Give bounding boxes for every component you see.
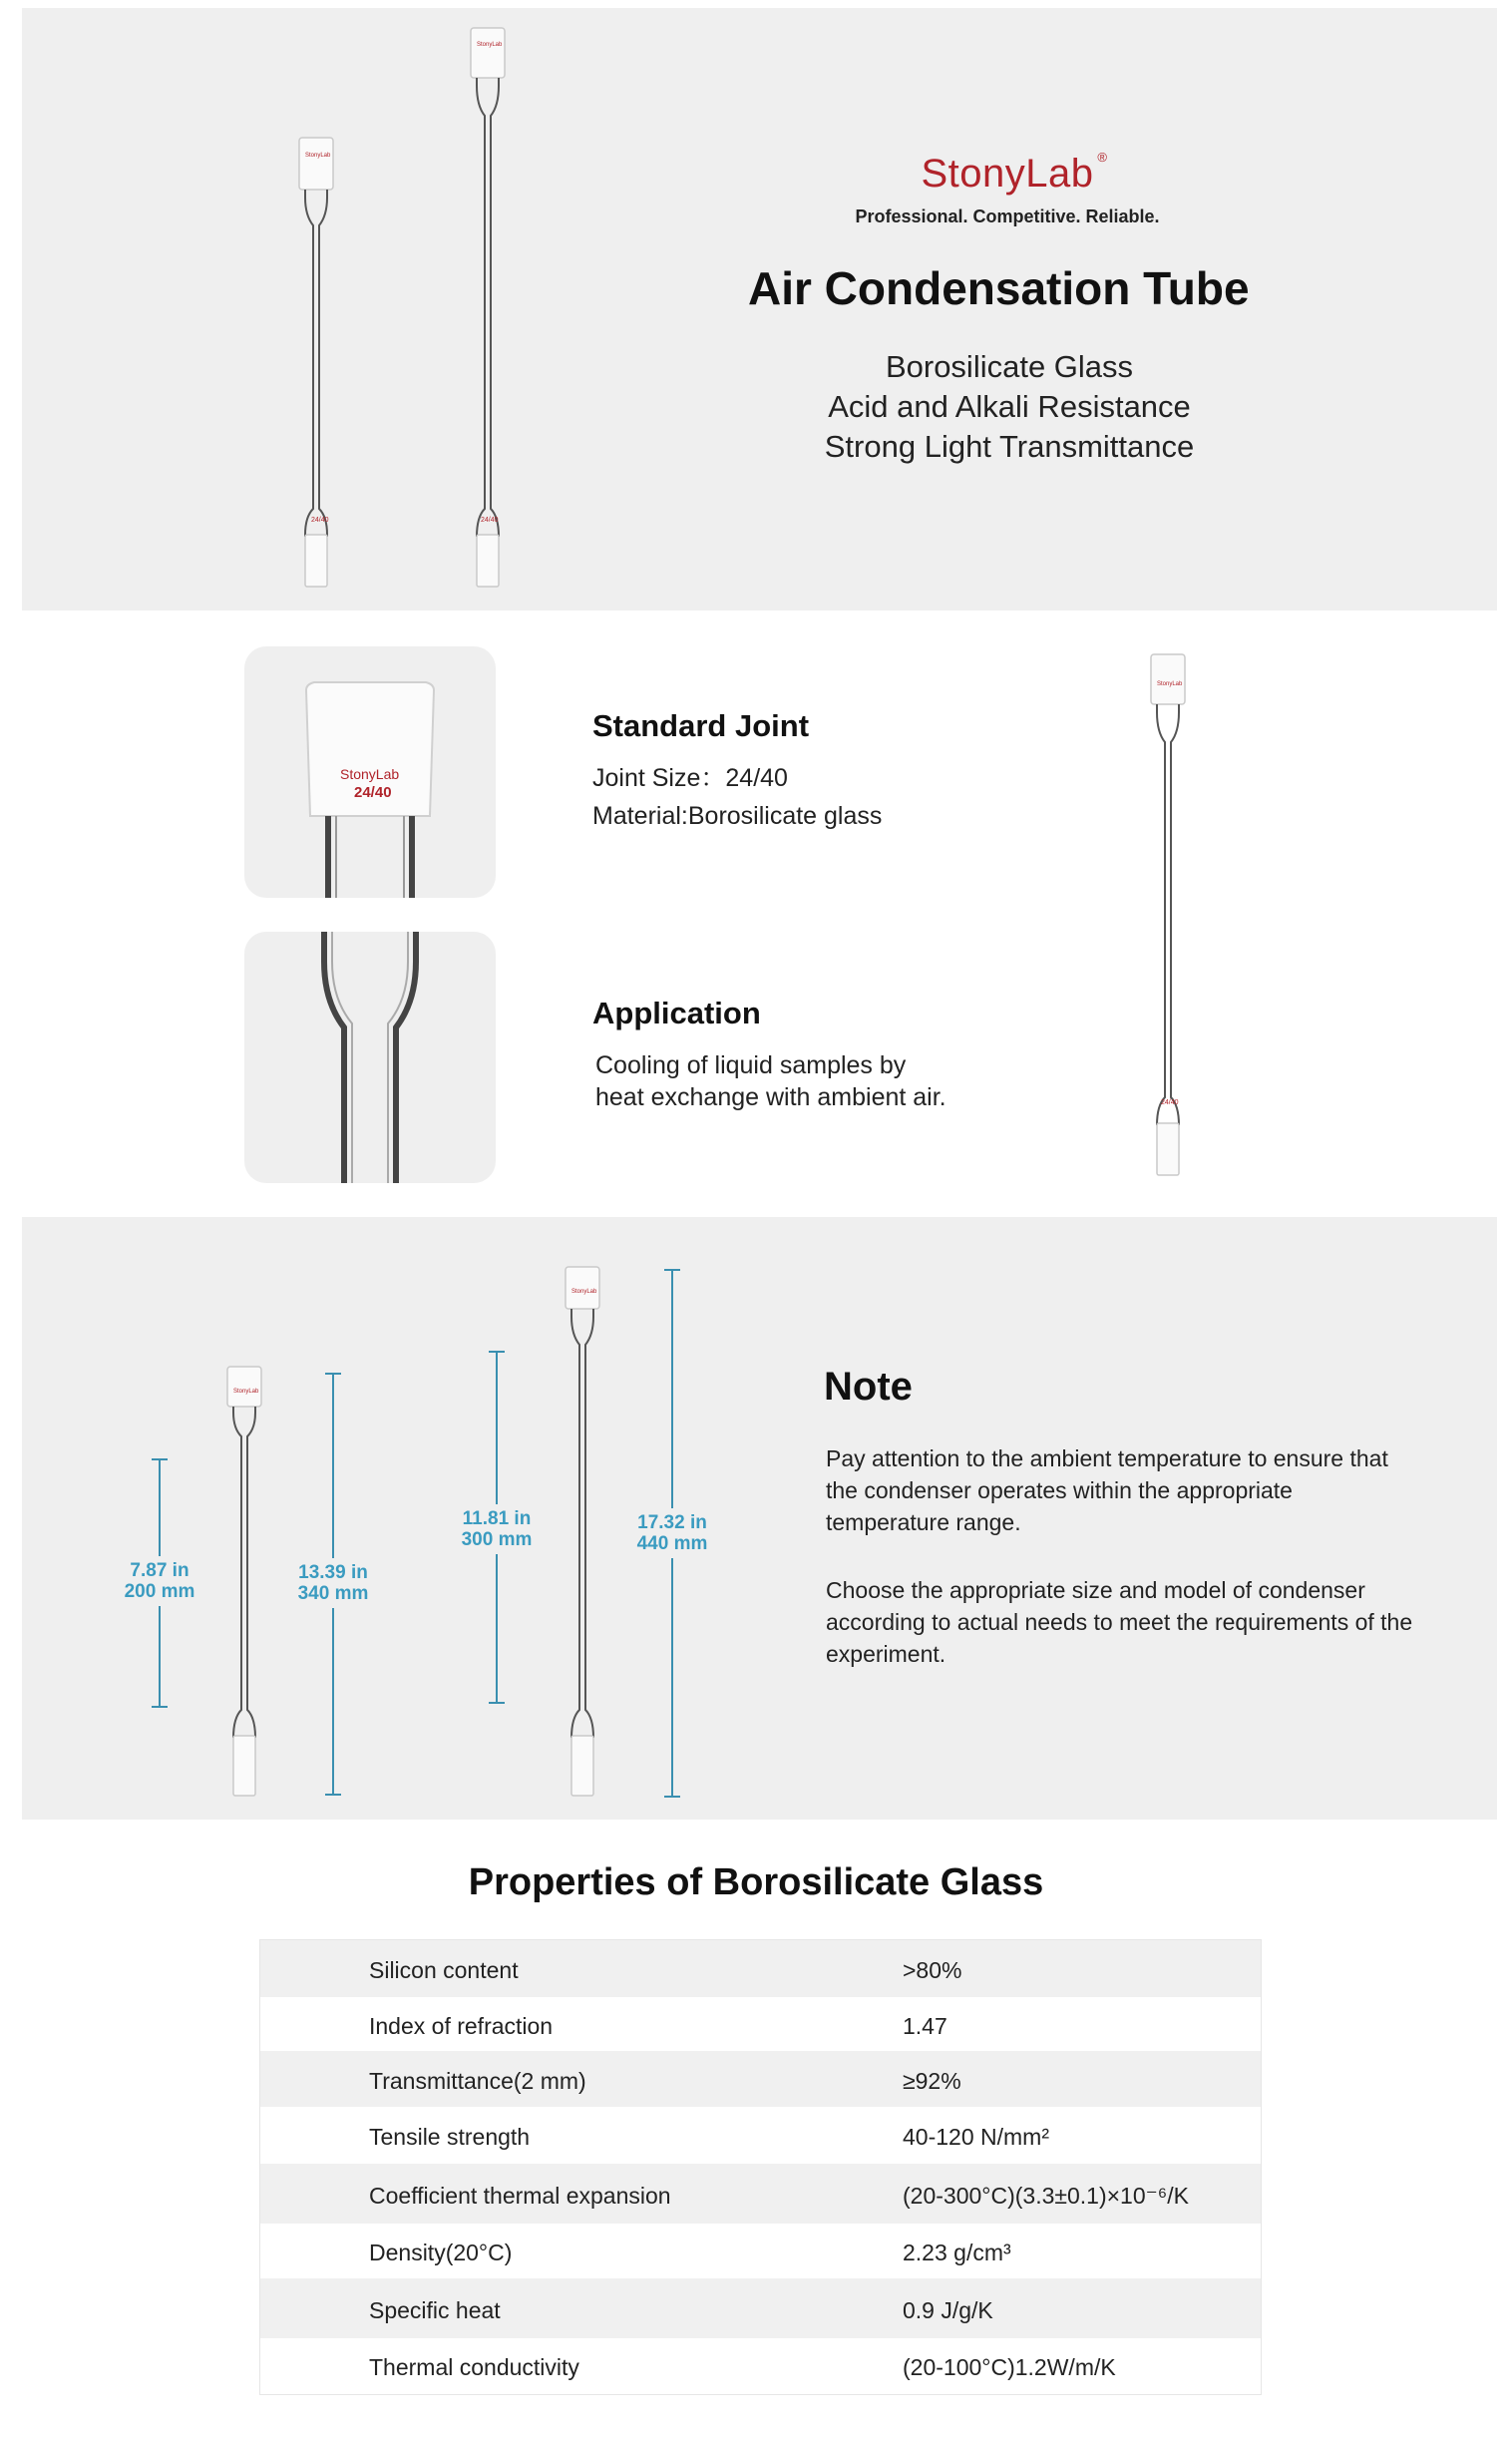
dimension-440-in: 17.32 in — [637, 1512, 707, 1533]
long-condenser-tube-image — [467, 28, 513, 589]
property-value: (20-300°C)(3.3±0.1)×10⁻⁶/K — [903, 2183, 1189, 2209]
table-row — [260, 1997, 1261, 2051]
properties-table — [259, 1939, 1262, 2395]
property-name: Specific heat — [369, 2297, 501, 2323]
dimension-200-in: 7.87 in — [130, 1560, 189, 1581]
table-row — [260, 2164, 1261, 2224]
property-value: 2.23 g/cm³ — [903, 2240, 1011, 2265]
brand-block — [838, 152, 1177, 227]
dimension-label-300mm — [442, 1504, 552, 1554]
property-value: 1.47 — [903, 2013, 947, 2039]
standard-joint-title: Standard Joint — [592, 708, 810, 743]
table-row — [260, 2224, 1261, 2278]
registered-mark: ® — [1097, 150, 1108, 165]
dimension-tube-long — [562, 1267, 607, 1798]
long-tube-bottom-mark: 24/40 — [481, 517, 499, 524]
dimension-300-mm: 300 mm — [461, 1529, 533, 1550]
property-name: Thermal conductivity — [369, 2354, 579, 2380]
dimension-label-440mm — [617, 1508, 727, 1558]
brand-logo — [921, 150, 1108, 197]
table-row — [260, 2107, 1261, 2164]
feature-1: Borosilicate Glass — [885, 349, 1134, 384]
dimension-340-mm: 340 mm — [297, 1583, 369, 1604]
table-row — [260, 2051, 1261, 2107]
short-tube-joint-brand: StonyLab — [305, 153, 331, 159]
side-tube-joint-brand: StonyLab — [1157, 681, 1183, 687]
dimension-tube-long-brand: StonyLab — [571, 1289, 597, 1295]
long-tube-joint-brand: StonyLab — [477, 42, 503, 48]
dimension-200-mm: 200 mm — [124, 1581, 195, 1602]
joint-material-text: Material:Borosilicate glass — [592, 802, 883, 830]
joint-closeup-size: 24/40 — [354, 784, 392, 801]
properties-title: Properties of Borosilicate Glass — [468, 1861, 1044, 1903]
dimension-300-in: 11.81 in — [462, 1508, 532, 1529]
dimension-440-mm: 440 mm — [636, 1533, 708, 1554]
application-line-1: Cooling of liquid samples by — [595, 1051, 907, 1079]
note-paragraph-1: Pay attention to the ambient temperature to ensure that the condenser operates within the appropriate temperature range. — [826, 1445, 1388, 1535]
joint-closeup-image — [244, 646, 496, 898]
dimension-tube-short — [223, 1367, 269, 1798]
property-name: Index of refraction — [369, 2013, 554, 2039]
property-name: Coefficient thermal expansion — [369, 2183, 671, 2209]
dimension-label-340mm — [278, 1558, 388, 1608]
property-name: Transmittance(2 mm) — [369, 2068, 586, 2094]
application-line-2: heat exchange with ambient air. — [595, 1083, 946, 1111]
note-title: Note — [824, 1365, 913, 1409]
feature-2: Acid and Alkali Resistance — [828, 389, 1191, 424]
property-name: Tensile strength — [369, 2124, 531, 2150]
short-tube-bottom-mark: 24/40 — [311, 517, 329, 524]
application-title: Application — [592, 996, 761, 1030]
property-value: 40-120 N/mm² — [903, 2124, 1049, 2150]
property-value: ≥92% — [903, 2068, 961, 2094]
property-value: (20-100°C)1.2W/m/K — [903, 2354, 1116, 2380]
note-paragraph-2: Choose the appropriate size and model of condenser according to actual needs to meet the requirements of the experiment. — [826, 1577, 1413, 1667]
side-tube-bottom-mark: 24/40 — [1161, 1099, 1179, 1106]
property-name: Density(20°C) — [369, 2240, 513, 2265]
brand-logo-text: StonyLab — [921, 152, 1094, 196]
feature-3: Strong Light Transmittance — [824, 429, 1195, 464]
dimension-tube-short-brand: StonyLab — [233, 1389, 259, 1395]
neck-closeup-image — [244, 932, 496, 1183]
brand-tagline: Professional. Competitive. Reliable. — [855, 206, 1160, 226]
property-name: Silicon content — [369, 1957, 519, 1983]
table-row — [260, 2278, 1261, 2338]
product-title: Air Condensation Tube — [748, 262, 1250, 314]
property-value: >80% — [903, 1957, 962, 1983]
table-row — [260, 1940, 1261, 1997]
joint-closeup-brand: StonyLab — [340, 766, 400, 782]
table-row — [260, 2338, 1261, 2394]
joint-size-text: Joint Size：24/40 — [592, 764, 788, 792]
dimension-label-200mm — [105, 1556, 214, 1606]
dimension-340-in: 13.39 in — [298, 1562, 368, 1583]
property-value: 0.9 J/g/K — [903, 2297, 993, 2323]
